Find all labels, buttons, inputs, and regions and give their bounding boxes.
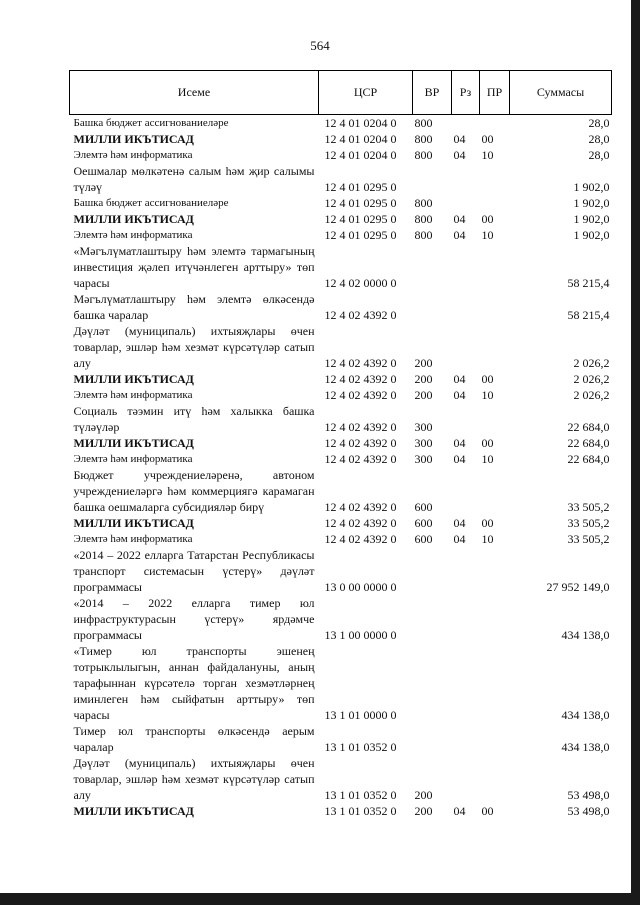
cell-pr [480, 723, 510, 755]
table-row [70, 371, 612, 387]
cell-sum: 58 215,4 [567, 276, 610, 290]
cell-csr: 12 4 02 4392 0 [324, 500, 397, 514]
cell-name: «2014 – 2022 елларга Татарстан Республикасы транспорт системасын үстерү» дәүләт программасы [73, 548, 315, 594]
cell-pr [480, 195, 510, 211]
cell-name: Дәүләт (муниципаль) ихтыяҗлары өчен товарлар, эшләр һәм хезмәт күрсәтүләр сатып алу [73, 324, 315, 370]
cell-vr: 200 [414, 372, 433, 386]
cell-csr: 12 4 01 0295 0 [324, 228, 397, 242]
header-vr: ВР [413, 71, 452, 115]
cell-vr [413, 163, 452, 195]
cell-pr: 10 [481, 148, 494, 162]
table-row [70, 163, 612, 195]
cell-pr: 00 [481, 372, 494, 386]
cell-vr: 600 [414, 516, 433, 530]
table-row [70, 227, 612, 243]
cell-vr: 600 [414, 532, 433, 546]
cell-sum: 2 026,2 [573, 372, 610, 386]
table-row [70, 403, 612, 435]
cell-csr: 12 4 02 4392 0 [324, 372, 397, 386]
scan-edge-bottom [0, 893, 640, 905]
cell-pr [480, 291, 510, 323]
table-row [70, 387, 612, 403]
cell-pr: 00 [481, 804, 494, 818]
table-row [70, 755, 612, 803]
table-row [70, 131, 612, 147]
cell-vr: 800 [414, 212, 433, 226]
cell-name: «2014 – 2022 елларга тимер юл инфраструктурасын үстерү» ярдәмче программасы [73, 596, 315, 642]
cell-name: Элемтә һәм информатика [73, 453, 193, 465]
cell-csr: 12 4 01 0295 0 [324, 196, 397, 210]
cell-name: Бюджет учреждениеләренә, автоном учреждениеләргә һәм коммерциягә карамаган башка оешмаларга субсидияләр бирү [73, 468, 315, 514]
table-row [70, 531, 612, 547]
cell-rz [452, 547, 480, 595]
cell-sum: 33 505,2 [567, 532, 610, 546]
table-row [70, 643, 612, 723]
cell-name: Элемтә һәм информатика [73, 149, 193, 161]
cell-vr: 300 [414, 452, 433, 466]
cell-sum: 53 498,0 [567, 788, 610, 802]
cell-rz [452, 195, 480, 211]
cell-csr: 12 4 02 4392 0 [324, 420, 397, 434]
cell-vr [413, 643, 452, 723]
cell-name: Мәгълүматлаштыру һәм элемтә өлкәсендә башка чаралар [73, 292, 315, 322]
cell-vr [413, 723, 452, 755]
cell-pr [480, 115, 510, 132]
cell-pr: 00 [481, 212, 494, 226]
table-row [70, 803, 612, 819]
cell-rz: 04 [453, 532, 466, 546]
cell-vr [413, 547, 452, 595]
cell-rz: 04 [453, 436, 466, 450]
cell-rz: 04 [453, 372, 466, 386]
cell-sum: 1 902,0 [573, 212, 610, 226]
cell-name: МИЛЛИ ИКЪТИСАД [73, 212, 194, 226]
cell-pr [480, 643, 510, 723]
cell-vr: 200 [414, 788, 433, 802]
cell-rz [452, 243, 480, 291]
header-pr: ПР [480, 71, 510, 115]
cell-name: МИЛЛИ ИКЪТИСАД [73, 372, 194, 386]
scan-edge-right [631, 0, 640, 905]
cell-pr: 00 [481, 132, 494, 146]
cell-name: Социаль тәэмин итү һәм халыкка башка түләүләр [73, 404, 315, 434]
cell-name: «Мәгълүматлаштыру һәм элемтә тармагының инвестиция җәлеп итүчәнлеген арттыру» төп чарасы [73, 244, 315, 290]
cell-rz: 04 [453, 228, 466, 242]
cell-pr [480, 547, 510, 595]
table-row [70, 451, 612, 467]
cell-csr: 13 1 01 0352 0 [324, 788, 397, 802]
cell-name: Тимер юл транспорты өлкәсендә аерым чаралар [73, 724, 315, 754]
cell-csr: 12 4 02 0000 0 [324, 276, 397, 290]
cell-name: МИЛЛИ ИКЪТИСАД [73, 436, 194, 450]
cell-name: «Тимер юл транспорты эшенең тотрыклылыгын, аннан файдалануны, аның тарафыннан күрсәтелә торган хезмәтләрнең иминлеген һәм сыйфатын арттыру» төп чарасы [73, 644, 315, 722]
cell-pr: 10 [481, 452, 494, 466]
cell-rz [452, 643, 480, 723]
cell-sum: 1 902,0 [573, 228, 610, 242]
cell-rz [452, 755, 480, 803]
cell-csr: 13 1 00 0000 0 [324, 628, 397, 642]
cell-rz [452, 595, 480, 643]
cell-sum: 27 952 149,0 [546, 580, 610, 594]
cell-pr [480, 243, 510, 291]
cell-vr: 200 [414, 388, 433, 402]
cell-sum: 58 215,4 [567, 308, 610, 322]
cell-csr: 12 4 02 4392 0 [324, 356, 397, 370]
cell-rz [452, 323, 480, 371]
page-number: 564 [310, 38, 330, 53]
cell-vr: 800 [414, 196, 433, 210]
cell-vr [413, 595, 452, 643]
cell-csr: 12 4 01 0204 0 [324, 148, 397, 162]
cell-rz [452, 723, 480, 755]
cell-sum: 28,0 [588, 116, 610, 130]
cell-rz: 04 [453, 212, 466, 226]
cell-sum: 28,0 [588, 132, 610, 146]
cell-pr: 10 [481, 532, 494, 546]
table-row [70, 195, 612, 211]
cell-pr: 10 [481, 388, 494, 402]
cell-csr: 12 4 02 4392 0 [324, 452, 397, 466]
table-header [70, 71, 612, 115]
cell-csr: 13 1 01 0352 0 [324, 804, 397, 818]
cell-csr: 12 4 02 4392 0 [324, 388, 397, 402]
cell-vr: 800 [414, 116, 433, 130]
header-name: Исеме [70, 71, 319, 115]
cell-rz [452, 467, 480, 515]
cell-rz: 04 [453, 452, 466, 466]
cell-name: Элемтә һәм информатика [73, 389, 193, 401]
table-row [70, 211, 612, 227]
budget-table [69, 70, 612, 819]
cell-rz: 04 [453, 132, 466, 146]
table-row [70, 723, 612, 755]
cell-vr: 600 [414, 500, 433, 514]
cell-csr: 13 1 01 0000 0 [324, 708, 397, 722]
cell-csr: 12 4 01 0295 0 [324, 212, 397, 226]
table-row [70, 291, 612, 323]
table-row [70, 115, 612, 132]
cell-sum: 33 505,2 [567, 516, 610, 530]
cell-csr: 12 4 01 0204 0 [324, 116, 397, 130]
cell-vr: 800 [414, 148, 433, 162]
cell-vr [413, 243, 452, 291]
table-row [70, 323, 612, 371]
cell-sum: 1 902,0 [573, 180, 610, 194]
table-body [70, 115, 612, 820]
table-row [70, 595, 612, 643]
cell-rz: 04 [453, 804, 466, 818]
cell-sum: 2 026,2 [573, 388, 610, 402]
cell-sum: 2 026,2 [573, 356, 610, 370]
cell-sum: 53 498,0 [567, 804, 610, 818]
cell-pr: 00 [481, 516, 494, 530]
cell-vr: 800 [414, 132, 433, 146]
cell-sum: 434 138,0 [561, 628, 610, 642]
table-row [70, 547, 612, 595]
cell-sum: 434 138,0 [561, 740, 610, 754]
cell-pr: 10 [481, 228, 494, 242]
header-csr: ЦСР [319, 71, 413, 115]
cell-pr: 00 [481, 436, 494, 450]
cell-csr: 12 4 02 4392 0 [324, 436, 397, 450]
table-row [70, 243, 612, 291]
cell-name: Оешмалар мөлкәтенә салым һәм җир салымы түләү [73, 164, 315, 194]
cell-name: Элемтә һәм информатика [73, 229, 193, 241]
cell-name: МИЛЛИ ИКЪТИСАД [73, 132, 194, 146]
cell-sum: 22 684,0 [567, 452, 610, 466]
cell-name: Дәүләт (муниципаль) ихтыяҗлары өчен товарлар, эшләр һәм хезмәт күрсәтүләр сатып алу [73, 756, 315, 802]
header-rz: Рз [452, 71, 480, 115]
cell-vr: 200 [414, 804, 433, 818]
cell-name: Башка бюджет ассигнованиеләре [73, 197, 229, 209]
header-row [70, 71, 612, 115]
cell-rz: 04 [453, 148, 466, 162]
cell-vr: 200 [414, 356, 433, 370]
cell-sum: 33 505,2 [567, 500, 610, 514]
cell-pr [480, 163, 510, 195]
cell-rz: 04 [453, 516, 466, 530]
cell-sum: 22 684,0 [567, 436, 610, 450]
cell-sum: 1 902,0 [573, 196, 610, 210]
cell-csr: 12 4 02 4392 0 [324, 308, 397, 322]
cell-rz [452, 291, 480, 323]
cell-vr [413, 291, 452, 323]
cell-rz [452, 115, 480, 132]
cell-csr: 12 4 02 4392 0 [324, 516, 397, 530]
cell-name: МИЛЛИ ИКЪТИСАД [73, 804, 194, 818]
table-row [70, 467, 612, 515]
cell-sum: 22 684,0 [567, 420, 610, 434]
cell-csr: 13 1 01 0352 0 [324, 740, 397, 754]
cell-vr: 300 [414, 420, 433, 434]
cell-pr [480, 755, 510, 803]
cell-csr: 12 4 01 0295 0 [324, 180, 397, 194]
cell-rz [452, 403, 480, 435]
cell-rz: 04 [453, 388, 466, 402]
cell-name: Элемтә һәм информатика [73, 533, 193, 545]
cell-pr [480, 323, 510, 371]
table-row [70, 435, 612, 451]
cell-sum: 434 138,0 [561, 708, 610, 722]
header-sum: Суммасы [510, 71, 612, 115]
cell-name: Башка бюджет ассигнованиеләре [73, 117, 229, 129]
cell-csr: 12 4 02 4392 0 [324, 532, 397, 546]
table-row [70, 147, 612, 163]
cell-name: МИЛЛИ ИКЪТИСАД [73, 516, 194, 530]
cell-rz [452, 163, 480, 195]
cell-pr [480, 595, 510, 643]
cell-csr: 13 0 00 0000 0 [324, 580, 397, 594]
cell-pr [480, 467, 510, 515]
cell-pr [480, 403, 510, 435]
cell-csr: 12 4 01 0204 0 [324, 132, 397, 146]
table-row [70, 515, 612, 531]
cell-sum: 28,0 [588, 148, 610, 162]
cell-vr: 800 [414, 228, 433, 242]
cell-vr: 300 [414, 436, 433, 450]
